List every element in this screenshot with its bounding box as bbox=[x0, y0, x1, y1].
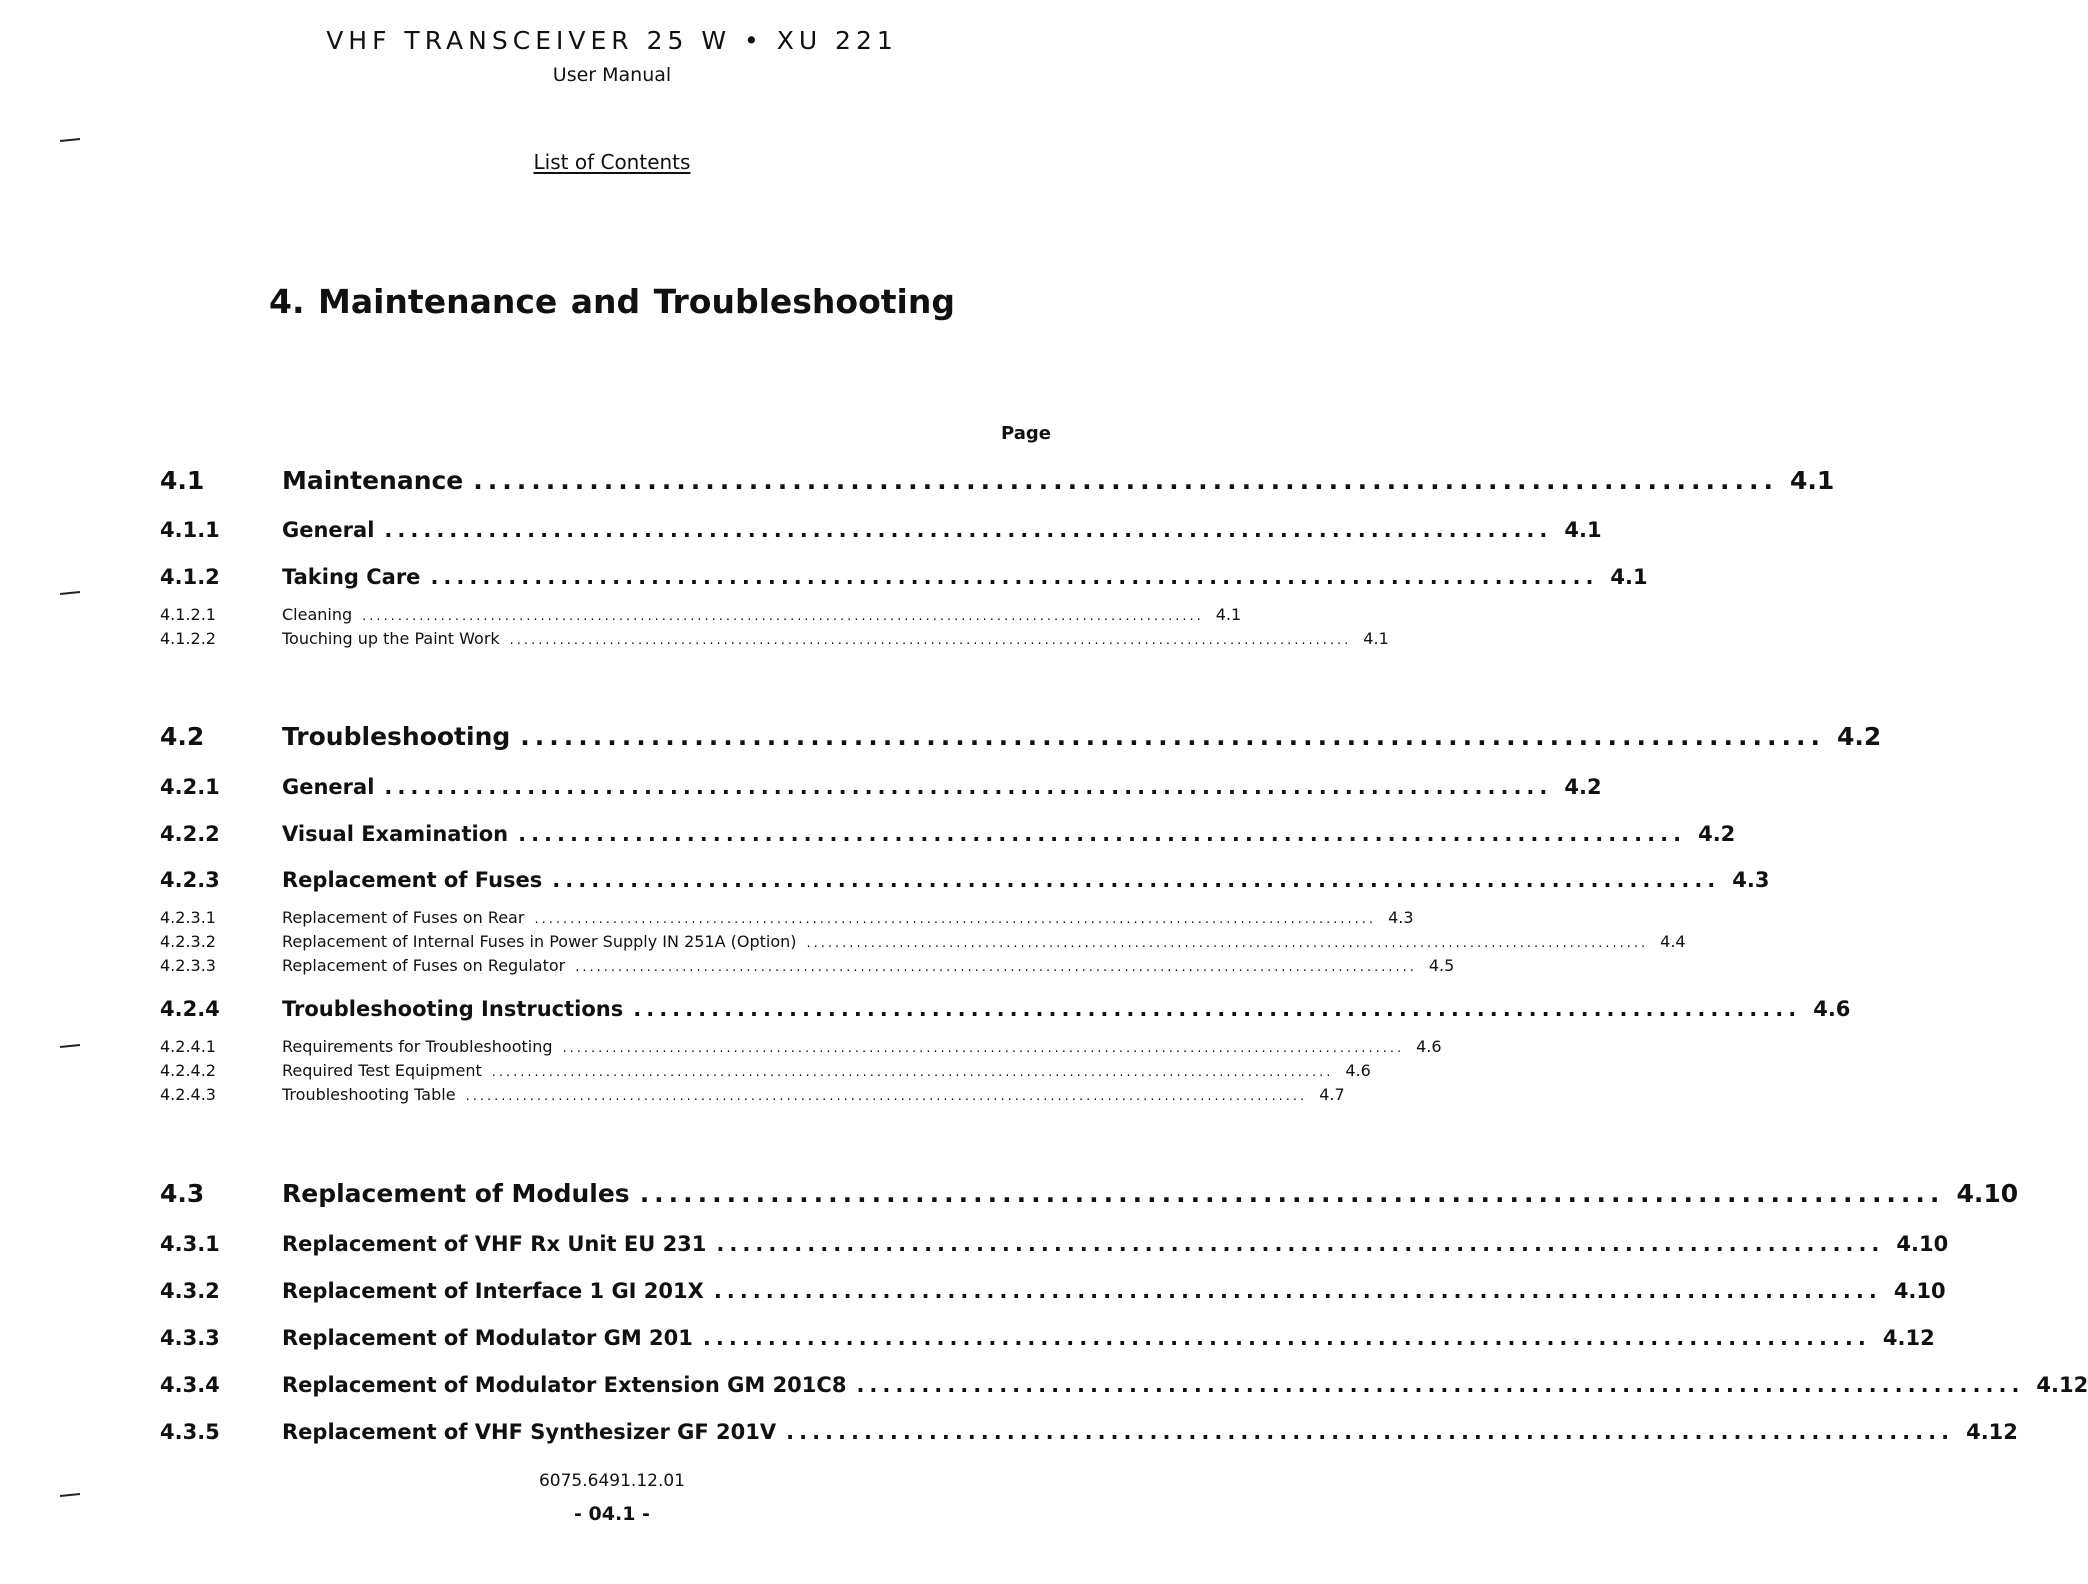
toc-title: Replacement of Fuses bbox=[282, 868, 543, 892]
toc-row bbox=[160, 868, 1770, 892]
toc-number: 4.1.2.2 bbox=[160, 629, 216, 648]
document-title: VHF TRANSCEIVER 25 W • XU 221 bbox=[326, 26, 898, 55]
toc-title: General bbox=[282, 775, 375, 799]
punch-mark bbox=[60, 138, 80, 142]
toc-leader: .......................................................................................... bbox=[786, 1420, 1955, 1444]
toc-number: 4.2.4.2 bbox=[160, 1061, 216, 1080]
toc-page: 4.3 bbox=[1388, 908, 1414, 927]
toc-number: 4.1.1 bbox=[160, 518, 220, 542]
toc-title: Replacement of Fuses on Rear bbox=[282, 908, 525, 927]
toc-leader: .......................................................................................... bbox=[384, 775, 1553, 799]
toc-row bbox=[160, 908, 1414, 927]
toc-title: Replacement of Fuses on Regulator bbox=[282, 956, 566, 975]
toc-row bbox=[160, 1061, 1371, 1080]
contents-heading-text: List of Contents bbox=[533, 150, 691, 174]
toc-number: 4.3.1 bbox=[160, 1232, 220, 1256]
toc-row bbox=[160, 932, 1686, 951]
toc-page: 4.2 bbox=[1837, 722, 1882, 751]
toc-number: 4.1 bbox=[160, 466, 205, 495]
toc-number: 4.2.1 bbox=[160, 775, 220, 799]
document-subtitle: User Manual bbox=[552, 64, 672, 86]
toc-number: 4.2.4.3 bbox=[160, 1085, 216, 1104]
toc-leader: ...................................................................................................................... bbox=[491, 1065, 1334, 1080]
toc-leader: ...................................................................................................................... bbox=[575, 960, 1417, 975]
toc-title: Troubleshooting Instructions bbox=[282, 997, 624, 1021]
toc-title: Maintenance bbox=[282, 466, 464, 495]
toc-leader: ...................................................................................................................... bbox=[806, 936, 1649, 951]
toc-title: Touching up the Paint Work bbox=[282, 629, 500, 648]
toc-row bbox=[160, 1037, 1442, 1056]
toc-title: Taking Care bbox=[282, 565, 421, 589]
toc-leader: .......................................................................................... bbox=[520, 722, 1826, 751]
toc-leader: .......................................................................................... bbox=[856, 1373, 2025, 1397]
toc-row bbox=[160, 1085, 1345, 1104]
toc-number: 4.3 bbox=[160, 1179, 205, 1208]
toc-number: 4.1.2 bbox=[160, 565, 220, 589]
toc-page: 4.2 bbox=[1698, 822, 1736, 846]
toc-row bbox=[160, 775, 1602, 799]
toc-row bbox=[160, 956, 1455, 975]
toc-number: 4.2.3.3 bbox=[160, 956, 216, 975]
toc-page: 4.1 bbox=[1610, 565, 1648, 589]
toc-page: 4.6 bbox=[1813, 997, 1851, 1021]
toc-title: Replacement of VHF Synthesizer GF 201V bbox=[282, 1420, 777, 1444]
contents-heading bbox=[0, 150, 1224, 174]
toc-number: 4.2.3.2 bbox=[160, 932, 216, 951]
toc-leader: ...................................................................................................................... bbox=[362, 609, 1204, 624]
toc-leader: .......................................................................................... bbox=[430, 565, 1599, 589]
toc-page: 4.7 bbox=[1319, 1085, 1345, 1104]
toc-number: 4.2.3 bbox=[160, 868, 220, 892]
toc-row bbox=[160, 629, 1389, 648]
toc-page: 4.12 bbox=[1882, 1326, 1935, 1350]
toc-number: 4.3.3 bbox=[160, 1326, 220, 1350]
toc-title: Requirements for Troubleshooting bbox=[282, 1037, 553, 1056]
toc-number: 4.3.5 bbox=[160, 1420, 220, 1444]
toc-row bbox=[160, 1232, 1949, 1256]
toc-title: Troubleshooting Table bbox=[282, 1085, 456, 1104]
toc-page: 4.1 bbox=[1564, 518, 1602, 542]
punch-mark bbox=[60, 591, 80, 595]
toc-number: 4.2.4 bbox=[160, 997, 220, 1021]
toc-row bbox=[160, 1420, 2018, 1444]
toc-number: 4.3.4 bbox=[160, 1373, 220, 1397]
toc-page: 4.2 bbox=[1564, 775, 1602, 799]
toc-leader: .......................................................................................... bbox=[473, 466, 1779, 495]
toc-page: 4.1 bbox=[1363, 629, 1389, 648]
punch-mark bbox=[60, 1493, 80, 1497]
toc-number: 4.1.2.1 bbox=[160, 605, 216, 624]
toc-page: 4.5 bbox=[1428, 956, 1455, 975]
toc-row bbox=[160, 565, 1648, 589]
toc-leader: ...................................................................................................................... bbox=[562, 1041, 1405, 1056]
punch-mark bbox=[60, 1044, 80, 1048]
toc-page: 4.10 bbox=[1893, 1279, 1946, 1303]
toc-title: Required Test Equipment bbox=[282, 1061, 482, 1080]
toc-row bbox=[160, 1179, 2019, 1208]
page-column-label: Page bbox=[1001, 423, 1051, 444]
toc-leader: .......................................................................................... bbox=[713, 1279, 1882, 1303]
toc-title: Replacement of Interface 1 GI 201X bbox=[282, 1279, 704, 1303]
toc-page: 4.1 bbox=[1790, 466, 1835, 495]
toc-title: Replacement of Modules bbox=[282, 1179, 630, 1208]
toc-row bbox=[160, 1279, 1946, 1303]
toc-row bbox=[160, 1373, 2088, 1397]
toc-leader: .......................................................................................... bbox=[702, 1326, 1871, 1350]
toc-number: 4.2 bbox=[160, 722, 205, 751]
toc-leader: ...................................................................................................................... bbox=[465, 1089, 1308, 1104]
document-code: 6075.6491.12.01 bbox=[538, 1471, 685, 1491]
toc-row bbox=[160, 722, 1882, 751]
toc-page: 4.6 bbox=[1345, 1061, 1371, 1080]
toc-title: Visual Examination bbox=[282, 822, 509, 846]
toc-leader: .......................................................................................... bbox=[639, 1179, 1945, 1208]
toc-page: 4.1 bbox=[1215, 605, 1242, 624]
toc-page: 4.12 bbox=[1966, 1420, 2018, 1444]
toc-leader: .......................................................................................... bbox=[716, 1232, 1885, 1256]
toc-page: 4.10 bbox=[1896, 1232, 1949, 1256]
toc-row bbox=[160, 822, 1736, 846]
toc-leader: ...................................................................................................................... bbox=[534, 912, 1377, 927]
toc-title: Cleaning bbox=[282, 605, 353, 624]
toc-row bbox=[160, 1326, 1935, 1350]
toc-title: Replacement of Internal Fuses in Power Supply IN 251A (Option) bbox=[282, 932, 797, 951]
toc-row bbox=[160, 605, 1242, 624]
toc-row bbox=[160, 997, 1851, 1021]
toc-row bbox=[160, 466, 1835, 495]
toc-leader: .......................................................................................... bbox=[518, 822, 1687, 846]
toc-row bbox=[160, 518, 1602, 542]
toc-page: 4.6 bbox=[1416, 1037, 1442, 1056]
toc-title: Replacement of Modulator GM 201 bbox=[282, 1326, 693, 1350]
toc-title: Troubleshooting bbox=[282, 722, 511, 751]
page-number: - 04.1 - bbox=[574, 1503, 650, 1525]
toc-number: 4.2.3.1 bbox=[160, 908, 216, 927]
toc-title: General bbox=[282, 518, 375, 542]
toc-page: 4.10 bbox=[1956, 1179, 2019, 1208]
toc-page: 4.12 bbox=[2036, 1373, 2088, 1397]
toc-leader: .......................................................................................... bbox=[384, 518, 1553, 542]
toc-page: 4.4 bbox=[1660, 932, 1686, 951]
toc-number: 4.2.4.1 bbox=[160, 1037, 216, 1056]
toc-number: 4.2.2 bbox=[160, 822, 220, 846]
toc-leader: .......................................................................................... bbox=[552, 868, 1721, 892]
toc-leader: ...................................................................................................................... bbox=[509, 633, 1352, 648]
toc-title: Replacement of VHF Rx Unit EU 231 bbox=[282, 1232, 707, 1256]
chapter-title: 4. Maintenance and Troubleshooting bbox=[269, 282, 955, 321]
toc-page: 4.3 bbox=[1732, 868, 1770, 892]
toc-number: 4.3.2 bbox=[160, 1279, 220, 1303]
toc-leader: .......................................................................................... bbox=[633, 997, 1802, 1021]
toc-title: Replacement of Modulator Extension GM 201C8 bbox=[282, 1373, 847, 1397]
